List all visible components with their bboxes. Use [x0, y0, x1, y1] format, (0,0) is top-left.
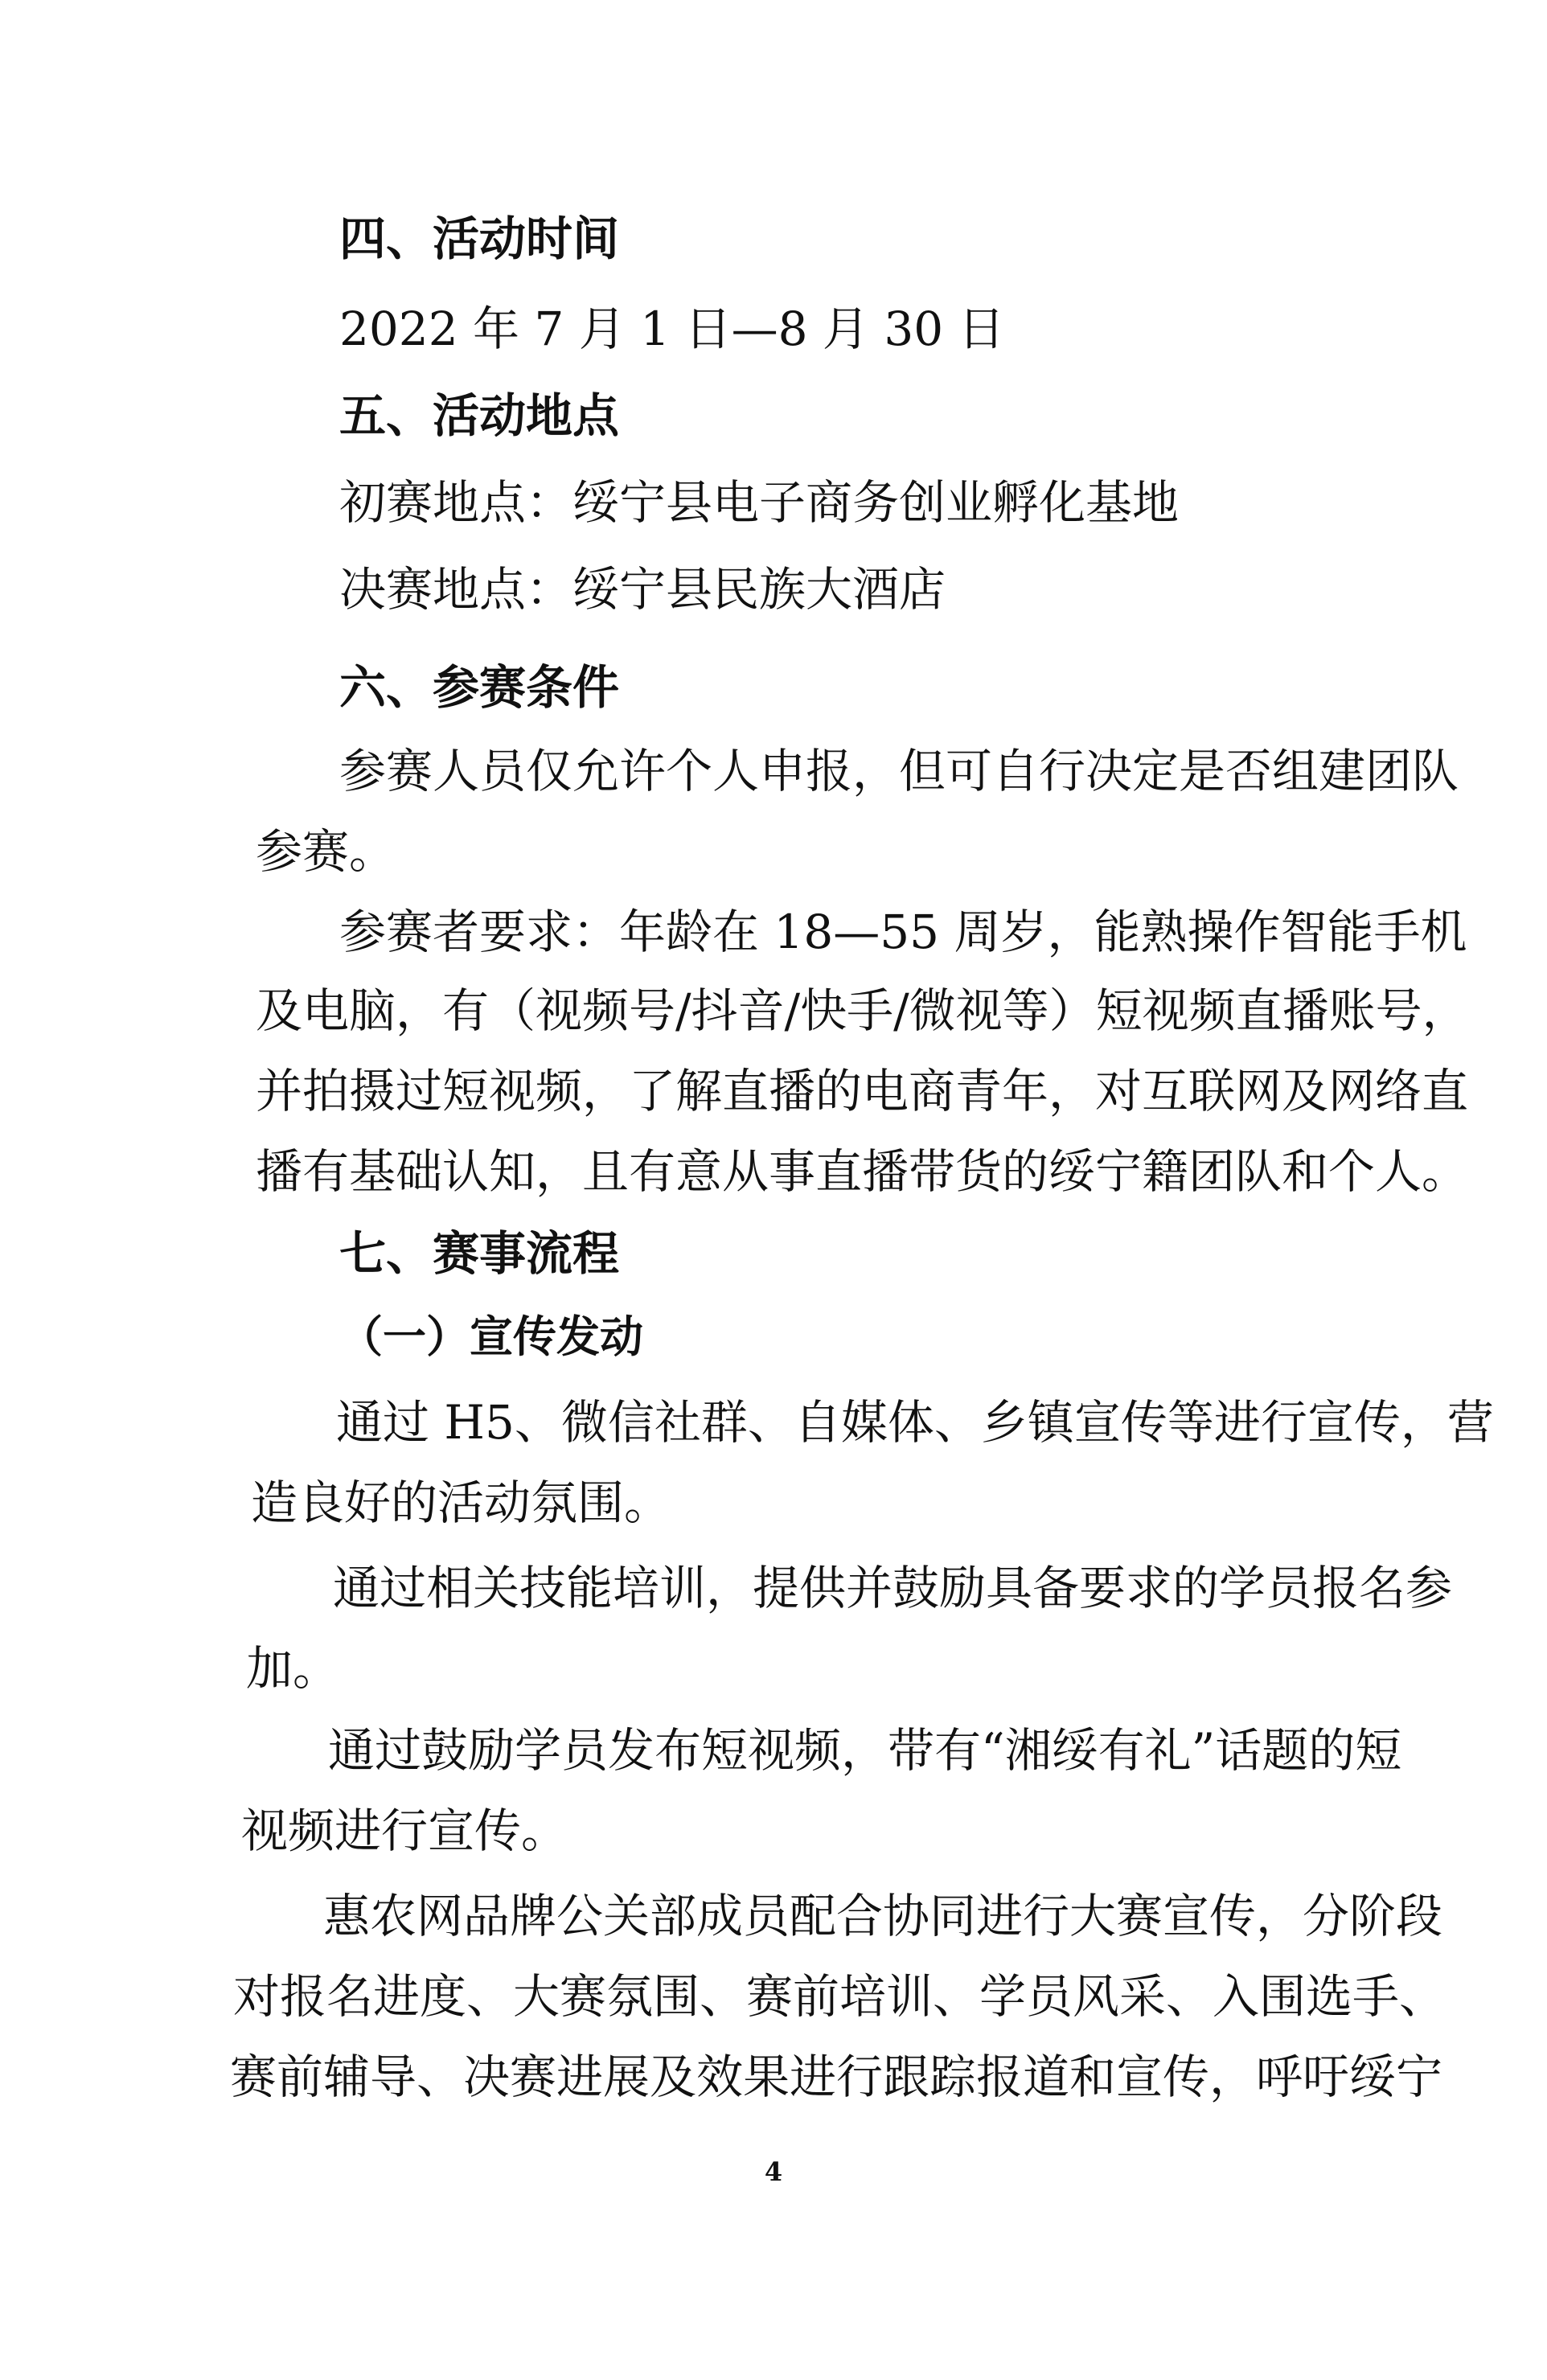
process-p4-line1: 惠农网品牌公关部成员配合协同进行大赛宣传，分阶段: [323, 1889, 1443, 1943]
process-p2-line2: 加。: [246, 1641, 340, 1696]
conditions-p2-line2: 及电脑，有（视频号/抖音/快手/微视等）短视频直播账号，: [256, 983, 1469, 1038]
heading-competition-process: 七、赛事流程: [339, 1226, 620, 1281]
process-p1-line1: 通过 H5、微信社群、自媒体、乡镇宣传等进行宣传，营: [336, 1395, 1494, 1450]
subheading-promotion: （一）宣传发动: [339, 1311, 643, 1362]
final-location: 决赛地点：绥宁县民族大酒店: [339, 562, 946, 617]
process-p4-line3: 赛前辅导、决赛进展及效果进行跟踪报道和宣传，呼吁绥宁: [230, 2050, 1443, 2104]
process-p3-line2: 视频进行宣传。: [241, 1803, 568, 1858]
conditions-p1-line2: 参赛。: [256, 824, 396, 879]
process-p2-line1: 通过相关技能培训，提供并鼓励具备要求的学员报名参: [333, 1561, 1453, 1615]
process-p3-line1: 通过鼓励学员发布短视频，带有“湘绥有礼”话题的短: [328, 1723, 1402, 1778]
heading-entry-conditions: 六、参赛条件: [339, 660, 620, 715]
conditions-p1-line1: 参赛人员仅允许个人申报，但可自行决定是否组建团队: [339, 744, 1459, 798]
page-number: 4: [764, 2156, 783, 2187]
heading-activity-location: 五、活动地点: [339, 388, 620, 443]
preliminary-location: 初赛地点：绥宁县电子商务创业孵化基地: [339, 475, 1180, 530]
conditions-p2-line3: 并拍摄过短视频，了解直播的电商青年，对互联网及网络直: [256, 1064, 1469, 1118]
conditions-p2-line1: 参赛者要求：年龄在 18—55 周岁，能熟操作智能手机: [339, 905, 1467, 959]
heading-activity-time: 四、活动时间: [339, 211, 620, 266]
conditions-p2-line4: 播有基础认知，且有意从事直播带货的绥宁籍团队和个人。: [256, 1144, 1469, 1199]
process-p4-line2: 对报名进度、大赛氛围、赛前培训、学员风采、入围选手、: [233, 1969, 1446, 2024]
activity-date: 2022 年 7 月 1 日—8 月 30 日: [339, 302, 1005, 356]
process-p1-line2: 造良好的活动氛围。: [251, 1475, 671, 1530]
